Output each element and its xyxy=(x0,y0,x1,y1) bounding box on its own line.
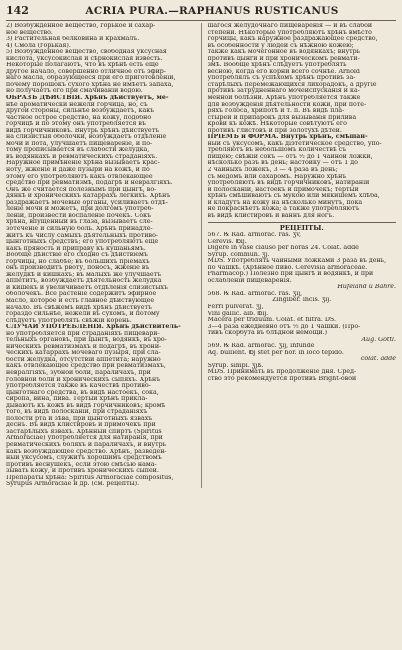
recipe-line: Vini gallic. alb. ℔ij. xyxy=(207,310,269,317)
text-line: начало. Въ свѣжемъ видѣ хрѣнъ дѣйствуетъ xyxy=(6,304,152,311)
recipe-line: Cerevis. ℔ij. xyxy=(207,238,247,245)
text-line: Некоторые полагаютъ, что въ хрѣнѣ есть еще xyxy=(6,62,159,69)
text-line: зывать кожу, и противъ хроническихъ сыпей. xyxy=(6,468,159,475)
text-line: деснъ. Въ видѣ клистировъ и примочекъ при xyxy=(6,422,156,429)
text-line: Syrupus Armoraciae и др. (см. рецепты). xyxy=(6,481,140,488)
text-line: 4) Смола (горькая). xyxy=(6,42,71,49)
recipe-line: Aug. Gottl. xyxy=(361,336,397,343)
text-line: употребляется также въ качествѣ противо- xyxy=(6,383,151,390)
recipes-list xyxy=(208,232,397,383)
text-line: бости желудка, отсутствіи аппетита; наружно xyxy=(6,356,161,363)
text-line: полости рта и зѣва, при цынготныхъ язвахъ xyxy=(6,415,153,422)
text-line: шагося желудочнаго пищеваренія — и въ слабой xyxy=(207,23,373,29)
column-divider xyxy=(201,23,202,488)
text-line: на слизистыя оболочки, возбуждаетъ отдѣленіе xyxy=(6,134,167,141)
recipe-line: Macera per triduum. Colat. et filtra. DS. xyxy=(207,317,336,324)
text-line: какъ пряность и приправу къ кушаньямъ. xyxy=(6,245,146,252)
text-line: желудкѣ и кишкахъ; въ малыхъ же улучшаетъ xyxy=(6,271,162,278)
page-number: 142 xyxy=(6,4,29,17)
text-line: 5) Возбужденное вещество, свободная уксусная xyxy=(6,49,167,56)
text-line: ное вещество. xyxy=(6,29,53,36)
text-line: ническихъ ревматизмахъ и подагрѣ, въ хрони- xyxy=(6,343,162,350)
text-line: 3) Растительная белковина и крахмалъ. xyxy=(6,36,140,43)
text-line: менной болѣзни. Хрѣнъ употребляется также xyxy=(207,95,361,102)
text-line: не покраснѣетъ кожа; а также употребляютъ xyxy=(207,206,360,213)
text-line: также какъ мочегонное въ водянкахъ; внутрь xyxy=(207,49,361,56)
text-line: въ водянкахъ и ревматическихъ страданіяхъ. xyxy=(6,153,158,160)
text-line: дываютъ къ кожѣ въ видѣ горчичниковъ; кромѣ xyxy=(6,402,166,409)
text-line: мочи и пота, улучшаетъ пищевареніе, и по- xyxy=(6,140,153,147)
text-line: какъ возбуждающее средство. Хрѣнъ, разведен- xyxy=(6,448,167,455)
recipe-line: Hufeland и Bahre. xyxy=(337,284,397,291)
text-line: аппетитъ, возбуждаетъ дѣятельность желудка xyxy=(6,278,162,285)
text-line: Препараты хрѣна: Spiritus Armoraciae compositus, xyxy=(6,474,174,481)
text-line: зотеченіе и сильную боль. Хрѣнъ принадле- xyxy=(6,225,153,232)
text-line: Armoraciae) употребляется для натиранія, при xyxy=(6,435,163,442)
text-line: какъ отвлекающее средство при ревматизмахъ, xyxy=(6,363,166,370)
text-line: того, въ видѣ полосканій, при страданіяхъ xyxy=(6,409,148,416)
text-line: противъ цынги и при хроническомъ ревмати- xyxy=(207,55,360,62)
recipe-line: MDS. Употреблять чайными ложками 3 раза въ день, xyxy=(207,258,387,265)
left-column xyxy=(6,23,195,488)
text-line: противъ веснушекъ, если этою смѣсью нама- xyxy=(6,461,157,468)
recipe-line: Aq. bullient. ℔j stet per hor. in loco tepido. xyxy=(207,349,344,356)
text-line: леніи, произвести воспаленіе почекъ. Сокъ xyxy=(6,212,152,219)
recipe-line: Zingiber. incis. ʒij. xyxy=(272,297,332,304)
section-rule xyxy=(208,222,397,223)
text-line: слѣдуетъ употреблять свѣжій корень. xyxy=(6,317,132,324)
text-line: другое начало, совершенно отличное отъ эфир- xyxy=(6,68,166,75)
recipe-line: colat. adde xyxy=(360,356,397,363)
text-line: пищею; свѣжій сокъ — отъ ½ до 1 чайной ложки, xyxy=(207,153,373,160)
recipe-line: 3—4 раза ежедневно отъ ½ до 1 чашки. (Про- xyxy=(207,323,361,330)
text-line: почему порошокъ сухого хрѣна не имѣетъ запаха, xyxy=(6,81,174,88)
text-line: другой стороны, сильнѣе возбуждаетъ, какъ xyxy=(6,108,155,115)
recipe-line: тивъ скорбута въ блѣдной немощи.) xyxy=(207,330,328,337)
recipe-line: Pharmacop.) Полезно при цынгѣ и водянкѣ, и при xyxy=(207,271,374,278)
text-line: дянкѣ и хроническихъ катаррахъ легкихъ. Хрѣнъ xyxy=(6,193,171,200)
text-line: этому его употребляютъ какъ отвлекающее xyxy=(6,173,153,180)
text-line: и кишекъ и увеличиваетъ отдѣленія слизистыхъ xyxy=(6,284,168,291)
running-header xyxy=(6,4,396,21)
recipe-line: ослабленіи пищеваренія. xyxy=(207,277,292,284)
text-line: Наружное примѣненіе хрѣна вызываетъ крас- xyxy=(6,160,160,167)
text-line: ряхъ голоса, хрипотѣ и т. п. Въ видѣ пла- xyxy=(207,108,345,115)
text-line: старѣлыхъ перемежающихся лихорадокъ, а другіе xyxy=(207,81,377,88)
text-line: тому прописывается въ слабости желудка, xyxy=(6,147,150,154)
text-line: крови къ кожѣ. Нѣкоторые совѣтуютъ его xyxy=(207,121,347,128)
text-line: для возбужденія дѣятельности кожи, при поте- xyxy=(207,101,367,108)
text-line: нѣе ароматически нежели горчица, но, съ xyxy=(6,101,148,108)
text-line: видѣ горчичниковъ. Внутрь хрѣнъ дѣйствуетъ xyxy=(6,127,160,134)
text-line: кислота, уксусокислая и сѣрнокислая известь. xyxy=(6,55,163,62)
text-line: оболочекъ. Все растеніе содержитъ эфирное xyxy=(6,291,157,298)
text-line: въ видѣ клистировъ и ваннъ для ногъ. xyxy=(207,212,335,219)
text-line: противъ затрудненнаго мочеиспусканія и ка- xyxy=(207,88,360,95)
text-line: требляютъ въ небольшомъ количествѣ съ xyxy=(207,147,347,154)
text-line: змѣ. Вообще хрѣнъ слѣдуетъ употреблять xyxy=(207,62,347,69)
text-line: масло, которое и есть главное дѣйствующее xyxy=(6,297,155,304)
text-line: головной боли и хроническихъ сыпяхъ. Хрѣнъ xyxy=(6,376,161,383)
text-line: горчицѣ и по этому онъ употребляется въ xyxy=(6,121,146,128)
running-title: ACRIA PURA.—RAPHANUS RUSTICANUS xyxy=(85,5,339,17)
text-line: средство при ревматизмѣ, подагрѣ и невралгіяхъ. xyxy=(6,180,173,187)
recipe-line: MDS. Принимать въ продолженіе дня. Сред- xyxy=(207,369,357,376)
text-line: степени. Нѣкоторые употребляютъ хрѣнъ вмѣсто xyxy=(207,29,372,36)
text-line: 2 чайныхъ ложекъ, 3 — 4 раза въ день; xyxy=(207,167,338,174)
text-line: и полосканій, настоекъ и примочекъ; тертый xyxy=(207,186,359,193)
recipe-line: Digere in vase clauso per horas 24. Colat. adde xyxy=(207,245,359,252)
text-line: гораздо сильнѣе, нежели въ сухомъ, и потому xyxy=(6,311,160,318)
text-line: противъ глистовъ и при золотухѣ дѣтей. xyxy=(207,127,342,134)
text-line: наго масла, образующееся при его приготовленіи, xyxy=(6,75,176,82)
text-line: невралгіяхъ, зубной боли, параличахъ, при xyxy=(6,369,151,376)
text-line: ный уксусомъ, служитъ хорошимъ средствомъ xyxy=(6,455,162,462)
text-line: въ особенности у людей съ нѣжною кожею; xyxy=(207,42,354,49)
recipe-line: ство это рекомендуется противъ Bright-овой xyxy=(207,375,357,382)
text-line: ноту, жженіе и даже пузыри на кожѣ, и по xyxy=(6,167,150,174)
recipe-line: 567. ℞ Rad. armorac. ras. ʒv, xyxy=(207,231,302,238)
recipe-line: 569. ℞ Rad. armorac. ʒij, infunde xyxy=(207,343,315,350)
text-line: онъ производитъ рвоту, поносъ, жженіе въ xyxy=(6,265,150,272)
text-line: цынготныхъ средствъ; его употребляютъ еще xyxy=(6,239,159,246)
text-line: частное острое средство, на кожу, подобно xyxy=(6,114,152,121)
text-line: но получаетъ его при смачиваніи водою. xyxy=(6,88,143,95)
text-line: но употребляется при страданіяхъ пищевари- xyxy=(6,330,160,337)
text-line: ПРІЕМЪ и ФОРМА. Внутрь хрѣнъ, смѣшан- xyxy=(207,134,368,141)
text-line: леніе мочи и можетъ, при долгомъ употреб- xyxy=(6,206,154,213)
recipe-line: 568. ℞ Rad. armorac. ras. ʒij, xyxy=(207,290,303,297)
recipe-line: Ferri pulverat. ʒj, xyxy=(207,303,264,310)
text-line: употреблялъ съ успѣхомъ хрѣнъ противъ за- xyxy=(207,75,356,82)
text-line: горчицы, какъ наружное раздражающее средство, xyxy=(207,36,378,43)
text-line: хрѣнъ смѣшиваютъ съ мукою или мякишемъ хлѣба, xyxy=(207,193,380,200)
text-line: стырей и припарокъ для вызыванія прилива xyxy=(207,114,357,121)
text-line: горчицы, но слабѣе; въ большихъ пріемахъ xyxy=(6,258,150,265)
text-line: ревматическихъ боляхъ и параличахъ, и внутрь xyxy=(6,442,167,448)
right-column-text xyxy=(208,23,397,219)
text-line: тельныхъ органовъ, при цынгѣ, водянкѣ, въ хро- xyxy=(6,337,167,344)
text-line: ческихъ катаррахъ мочеваго пузыря, при сла- xyxy=(6,350,161,357)
text-line: житъ къ числу самыхъ дѣятельныхъ противо- xyxy=(6,232,158,239)
text-line: весною, когда его корни всего сочнѣе. Arnold xyxy=(207,68,360,75)
text-line: нѣсколько разъ въ день; настойку — отъ 1 до xyxy=(207,160,358,167)
text-line: и кладутъ на кожу на нѣсколько минутъ, пока xyxy=(207,199,363,206)
text-line: сиропа, вина, пива. Тертый хрѣнъ прикла- xyxy=(6,396,148,403)
two-column-body xyxy=(6,23,396,488)
text-line: раздражаетъ мочевые органы, усиливаетъ отдѣ- xyxy=(6,199,168,206)
text-line: 2) Возбужденное вещество, горькое и сахар- xyxy=(6,23,156,29)
recipe-line: по чашкѣ. (Хрѣнное пиво. Cerevisia armoraceae. xyxy=(207,264,368,271)
recipe-line: Syrup. simpl. ʒjß. xyxy=(207,362,264,369)
text-line: ный съ уксусомъ, какъ діэтетическое средство, упо- xyxy=(207,140,382,147)
recipes-heading: РЕЦЕПТЫ. xyxy=(279,225,324,232)
text-line: Онъ же считается полезнымъ при цынгѣ, во- xyxy=(6,186,157,193)
text-line: СЛУЧАИ УПОТРЕБЛЕНІЯ. Хрѣнъ дѣйствитель- xyxy=(6,324,181,331)
recipe-line: Syrup. commun. ʒj. xyxy=(207,251,270,258)
text-line: ОБРАЗЪ ДѢЙСТВІЯ. Хрѣнъ дѣйствуетъ, ме- xyxy=(6,95,169,102)
text-line: цынготнаго средства, въ видѣ настоекъ, сока, xyxy=(6,389,159,396)
right-column xyxy=(208,23,397,488)
text-line: употребляютъ въ видѣ горчичниковъ, натираній xyxy=(207,180,370,187)
text-line: съ медомъ или сахаромъ. Наружно хрѣнъ xyxy=(207,173,347,180)
text-line: хрѣна, впущенный въ глаза, вызываетъ сле- xyxy=(6,219,153,226)
text-line: застарѣлыхъ язвахъ. Хрѣнный спиртъ (Spiritus xyxy=(6,428,162,435)
text-line: Вообще дѣйствіе его сходно съ дѣйствіемъ xyxy=(6,252,148,259)
